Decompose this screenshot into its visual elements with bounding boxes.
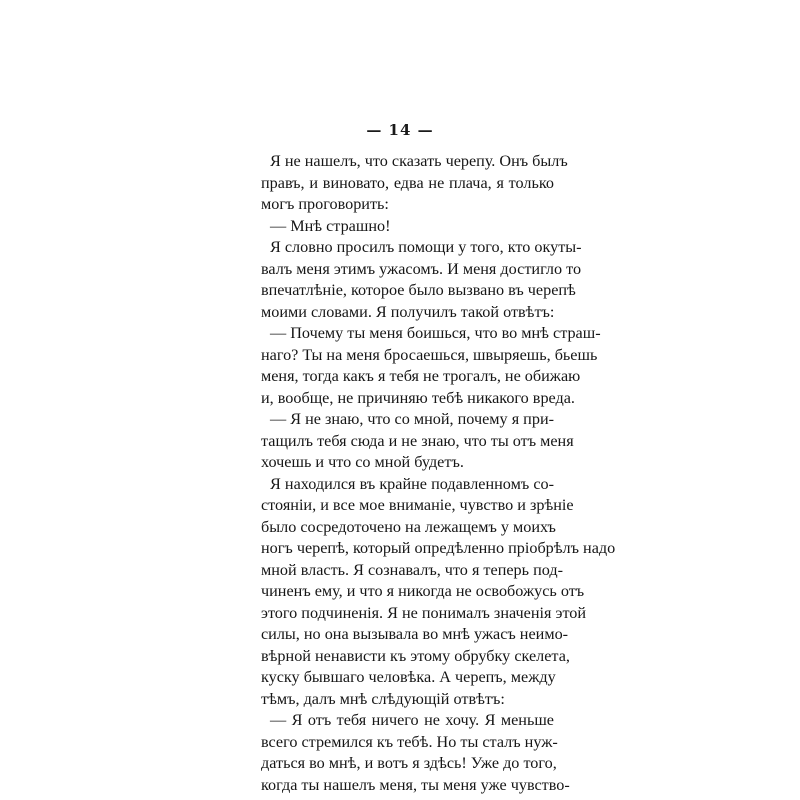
text-line: — Я не знаю, что со мной, почему я при-	[270, 410, 554, 428]
text-line: тѣмъ, далъ мнѣ слѣдующій отвѣтъ:	[261, 689, 505, 708]
text-line: меня, тогда какъ я тебя не трогалъ, не обижаю	[261, 367, 581, 385]
text-line: этого подчиненія. Я не понималъ значенія этой	[261, 603, 587, 622]
text-line: куску бывшаго человѣка. А черепъ, между	[261, 668, 556, 686]
text-line: ногъ черепѣ, который опредѣленно пріобрѣлъ надо	[261, 539, 616, 557]
text-line: валъ меня этимъ ужасомъ. И меня достигло то	[261, 259, 582, 278]
text-line: — Я отъ тебя ничего не хочу. Я меньше	[270, 711, 554, 729]
text-line: мной власть. Я сознавалъ, что я теперь под-	[261, 560, 563, 579]
text-line: Я находился въ крайне подавленномъ со-	[270, 474, 554, 493]
text-line: впечатлѣніе, которое было вызвано въ черепѣ	[261, 281, 576, 299]
text-line: и, вообще, не причиняю тебѣ никакого вреда.	[261, 388, 575, 407]
text-line: наго? Ты на меня бросаешься, швыряешь, бьешь	[261, 345, 598, 364]
text-line: тащилъ тебя сюда и не знаю, что ты отъ меня	[261, 431, 574, 450]
text-line: даться во мнѣ, и вотъ я здѣсь! Уже до того,	[261, 754, 557, 772]
text-line: чиненъ ему, и что я никогда не освобожусь отъ	[261, 582, 585, 600]
text-line: когда ты нашелъ меня, ты меня уже чувство-	[261, 775, 570, 794]
text-line: Я не нашелъ, что сказать черепу. Онъ былъ	[270, 152, 568, 170]
page-number: — 14 —	[366, 121, 434, 139]
text-line: Я словно просилъ помощи у того, кто окуты-	[270, 238, 582, 256]
text-line: всего стремился къ тебѣ. Но ты сталъ нуж-	[261, 732, 558, 751]
text-line: вѣрной ненависти къ этому обрубку скелета,	[261, 646, 570, 665]
text-line: могъ проговорить:	[261, 195, 389, 213]
text-line: моими словами. Я получилъ такой отвѣтъ:	[261, 302, 555, 321]
text-line: хочешь и что со мной будетъ.	[261, 453, 464, 471]
text-line: стояніи, и все мое вниманіе, чувство и зрѣніе	[261, 496, 574, 514]
text-line: — Мнѣ страшно!	[270, 216, 391, 235]
text-line: было сосредоточено на лежащемъ у моихъ	[261, 517, 556, 536]
text-line: — Почему ты меня боишься, что во мнѣ страш-	[270, 324, 601, 342]
body-text	[261, 151, 616, 796]
text-line: силы, но она вызывала во мнѣ ужасъ неимо-	[261, 625, 569, 643]
text-line: правъ, и виновато, едва не плача, я только	[261, 173, 554, 192]
